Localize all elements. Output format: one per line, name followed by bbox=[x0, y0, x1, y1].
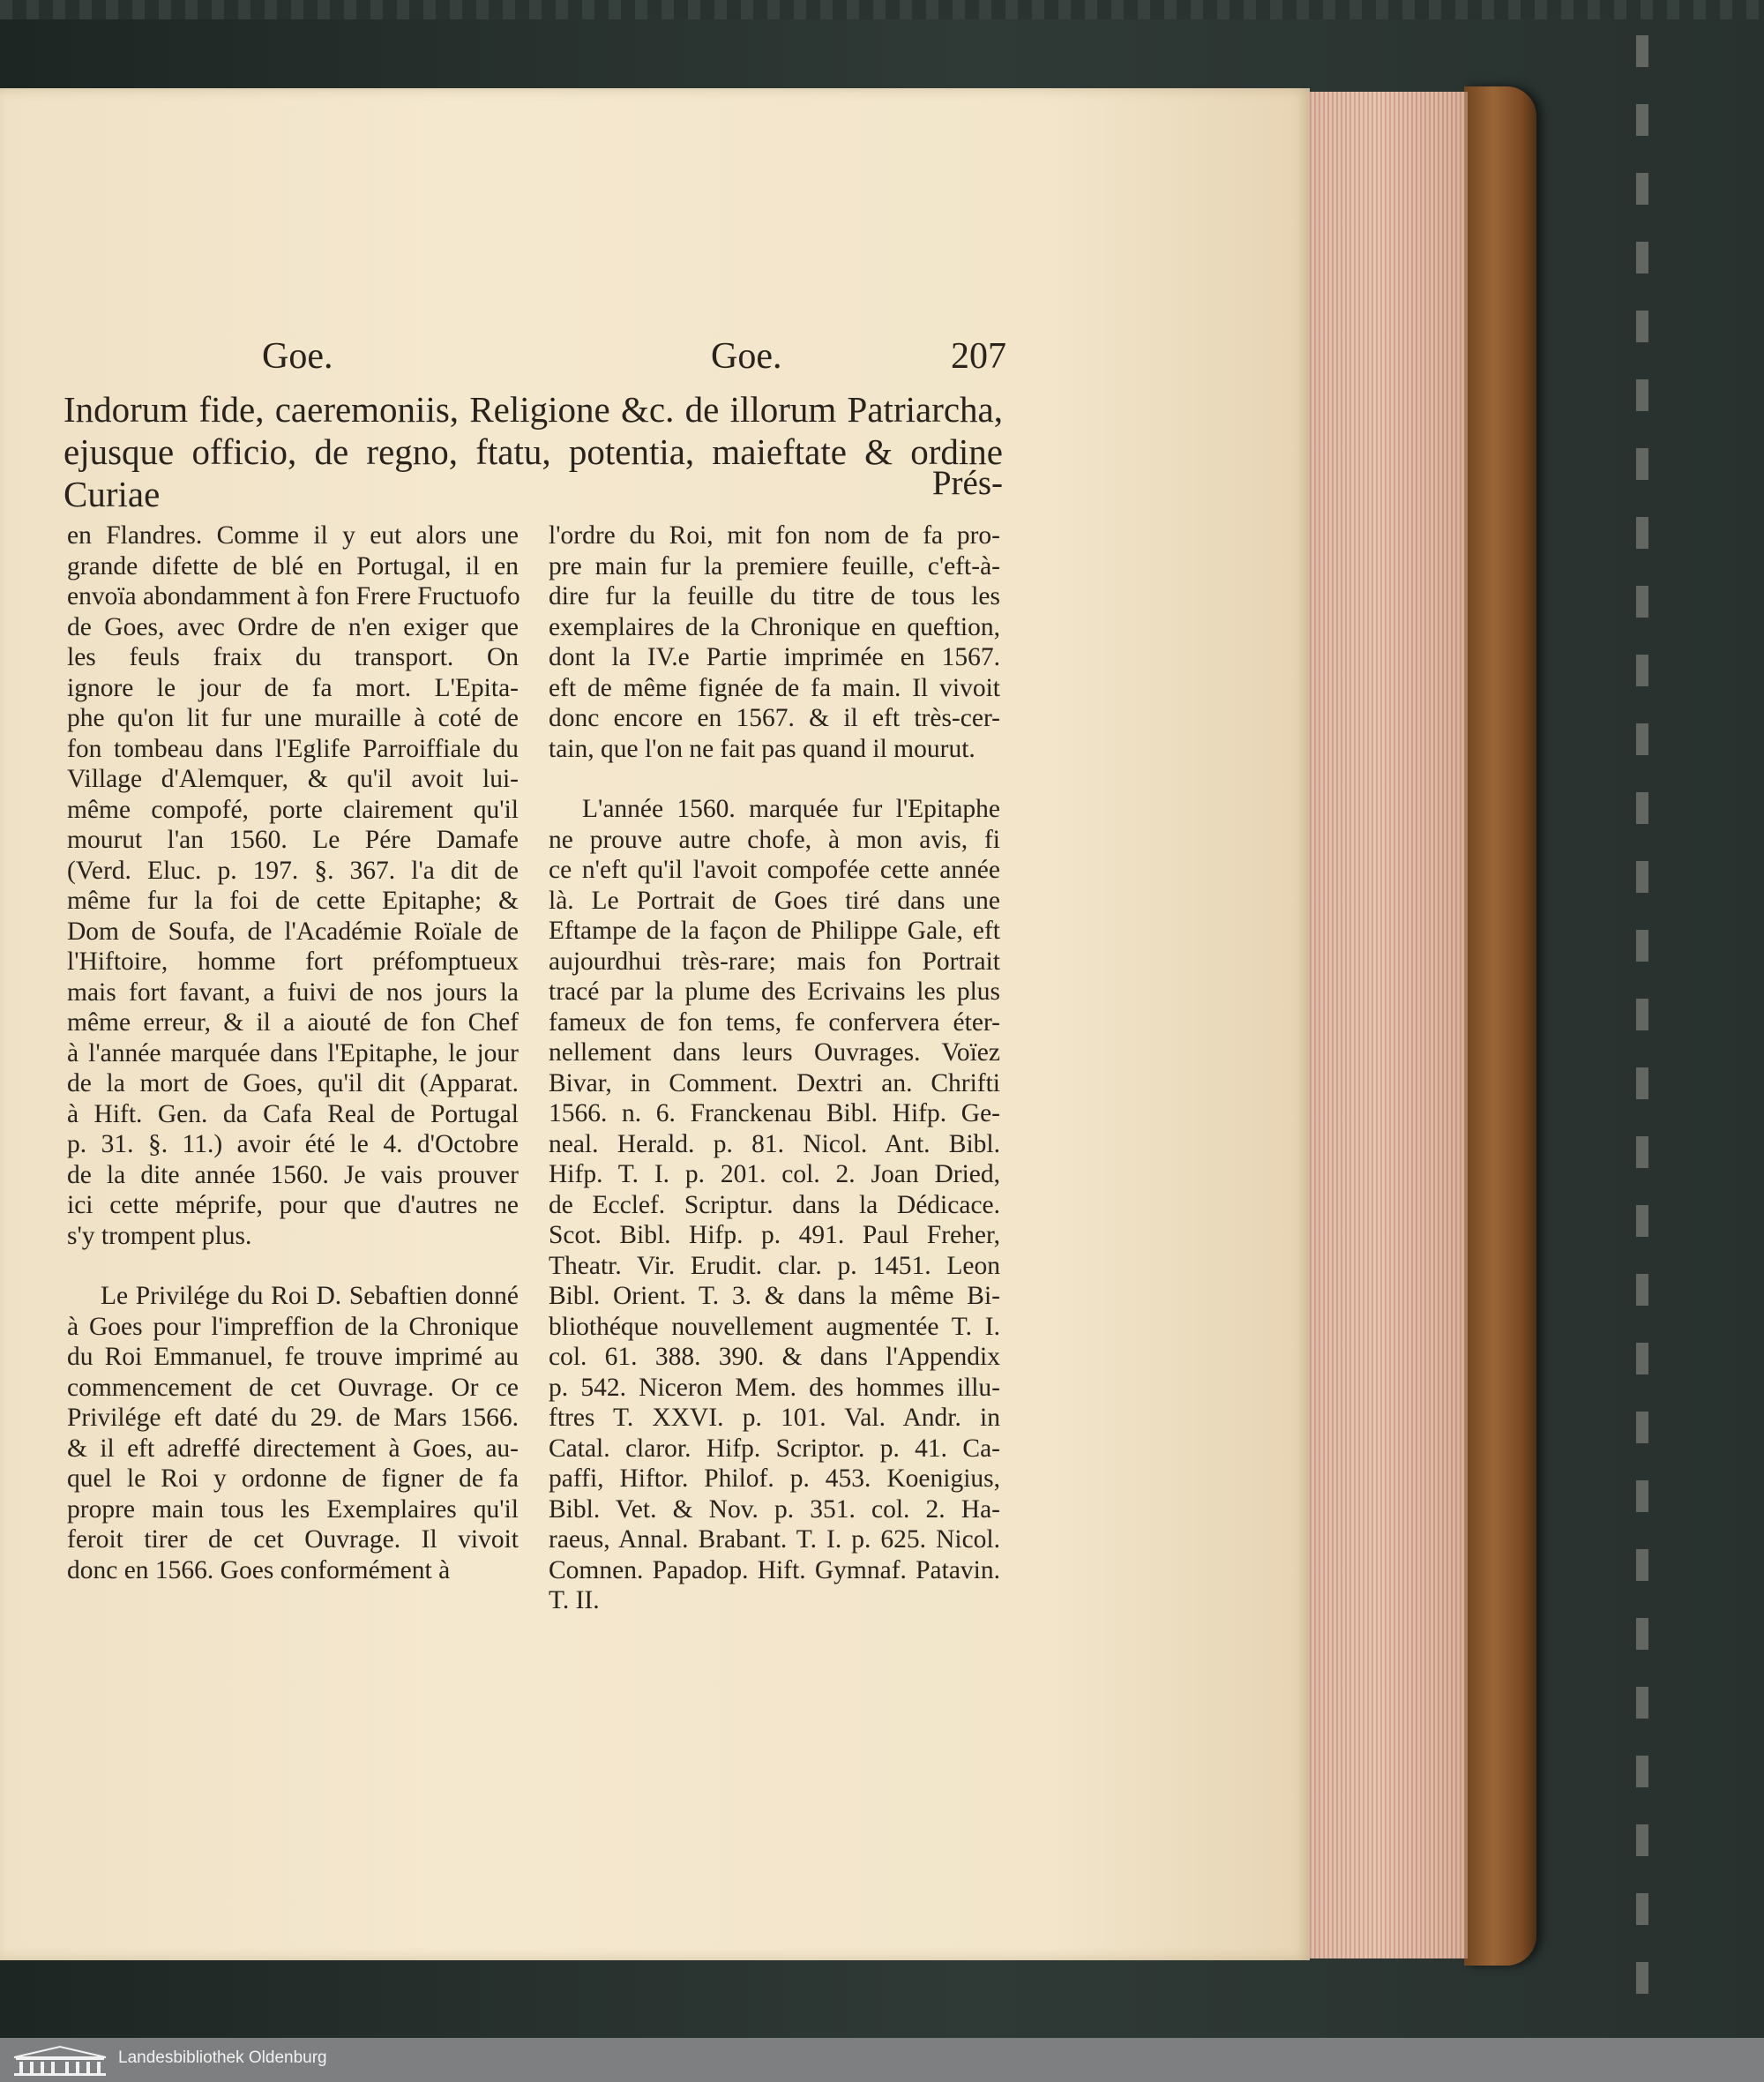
text-line: nellement dans leurs Ouvrages. Voïez bbox=[549, 1038, 1000, 1067]
library-name: Landesbibliothek Oldenburg bbox=[118, 2048, 327, 2067]
text-line: L'année 1560. marquée fur l'Epitaphe bbox=[582, 795, 1000, 823]
text-line: Hifp. T. I. p. 201. col. 2. Joan Dried, bbox=[549, 1160, 1000, 1188]
top-color-strip bbox=[0, 0, 1764, 19]
text-line: de la mort de Goes, qu'il dit (Apparat. bbox=[67, 1069, 519, 1097]
text-line: Village d'Alemquer, & qu'il avoit lui- bbox=[67, 765, 519, 793]
paragraph-gap bbox=[549, 764, 1000, 794]
running-head-center: Goe. bbox=[711, 336, 782, 377]
text-line: même fur la foi de cette Epitaphe; & bbox=[67, 887, 519, 915]
text-line: tracé par la plume des Ecrivains les plus bbox=[549, 977, 1000, 1006]
paragraph bbox=[67, 1281, 519, 1585]
text-line: du Roi Emmanuel, fe trouve imprimé au bbox=[67, 1343, 519, 1371]
text-line: bliothéque nouvellement augmentée T. I. bbox=[549, 1312, 1000, 1341]
text-line: mais fort favant, a fuivi de nos jours la bbox=[67, 977, 519, 1007]
book-page bbox=[0, 88, 1310, 1960]
text-line: donc encore en 1567. & il eft très-cer- bbox=[549, 704, 1000, 732]
text-line: Comnen. Papadop. Hift. Gymnaf. Patavin. bbox=[549, 1555, 1000, 1584]
left-column bbox=[67, 520, 519, 1585]
running-head-left: Goe. bbox=[262, 336, 333, 377]
text-line: Le Privilége du Roi D. Sebaftien donné bbox=[101, 1282, 519, 1310]
text-line: tain, que l'on ne fait pas quand il mourut. bbox=[549, 734, 975, 763]
paragraph bbox=[549, 520, 1000, 764]
text-line: l'ordre du Roi, mit fon nom de fa pro- bbox=[549, 521, 1000, 550]
text-line: exemplaires de la Chronique en queftion, bbox=[549, 612, 1000, 641]
text-line: raeus, Annal. Brabant. T. I. p. 625. Nicol. bbox=[549, 1525, 1000, 1554]
text-line: dire fur la feuille du titre de tous les bbox=[549, 582, 1000, 610]
text-line: 1566. n. 6. Franckenau Bibl. Hifp. Ge- bbox=[549, 1099, 1000, 1127]
text-line: eft de même fignée de fa main. Il vivoit bbox=[549, 673, 1000, 702]
text-line: Scot. Bibl. Hifp. p. 491. Paul Freher, bbox=[549, 1221, 1000, 1249]
text-line: à Hift. Gen. da Cafa Real de Portugal bbox=[67, 1099, 519, 1128]
text-line: là. Le Portrait de Goes tiré dans une bbox=[549, 886, 1000, 915]
text-line: aujourdhui très-rare; mais fon Portrait bbox=[549, 947, 1000, 976]
text-line: fon tombeau dans l'Eglife Parroiffiale du bbox=[67, 734, 519, 763]
text-line: Bibl. Vet. & Nov. p. 351. col. 2. Ha- bbox=[549, 1494, 1000, 1524]
text-line: ici cette méprife, pour que d'autres ne bbox=[67, 1191, 519, 1219]
catchword: Prés- bbox=[931, 464, 1003, 502]
text-line: les feuls fraix du transport. On bbox=[67, 643, 519, 671]
title-line: ejusque officio, de regno, ftatu, potentia, maieftate & ordine Curiae bbox=[64, 431, 1003, 514]
paragraph bbox=[549, 794, 1000, 1616]
text-line: quel le Roi y ordonne de figner de fa bbox=[67, 1464, 519, 1493]
title-continuation bbox=[64, 388, 1003, 515]
paragraph-gap bbox=[67, 1251, 519, 1281]
text-line: donc en 1566. Goes conformément à bbox=[67, 1555, 451, 1584]
text-line: p. 31. §. 11.) avoir été le 4. d'Octobre bbox=[67, 1130, 519, 1158]
text-line: ne prouve autre chofe, à mon avis, fi bbox=[549, 825, 1000, 854]
text-line: ftres T. XXVI. p. 101. Val. Andr. in bbox=[549, 1404, 1000, 1432]
text-line: p. 542. Niceron Mem. des hommes illu- bbox=[549, 1373, 1000, 1402]
text-line: Privilége eft daté du 29. de Mars 1566. bbox=[67, 1404, 519, 1432]
text-line: commencement de cet Ouvrage. Or ce bbox=[67, 1373, 519, 1402]
text-line: pre main fur la premiere feuille, c'eft-à- bbox=[549, 551, 1000, 580]
text-line: & il eft adreffé directement à Goes, au- bbox=[67, 1434, 519, 1463]
page-fore-edge bbox=[1305, 92, 1468, 1958]
text-line: col. 61. 388. 390. & dans l'Appendix bbox=[549, 1343, 1000, 1371]
text-line: T. II. bbox=[549, 1586, 600, 1614]
text-line: (Verd. Eluc. p. 197. §. 367. l'a dit de bbox=[67, 856, 519, 885]
text-line: en Flandres. Comme il y eut alors une bbox=[67, 521, 519, 550]
text-line: Eftampe de la façon de Philippe Gale, eft bbox=[549, 917, 1000, 945]
text-line: de Ecclef. Scriptur. dans la Dédicace. bbox=[549, 1190, 1000, 1219]
text-line: Catal. claror. Hifp. Scriptor. p. 41. Ca- bbox=[549, 1434, 1000, 1463]
text-line: feroit tirer de cet Ouvrage. Il vivoit bbox=[67, 1525, 519, 1554]
paragraph bbox=[67, 520, 519, 1251]
library-building-icon bbox=[11, 2045, 109, 2077]
text-line: ignore le jour de fa mort. L'Epita- bbox=[67, 673, 519, 702]
text-line: de la dite année 1560. Je vais prouver bbox=[67, 1160, 519, 1189]
book-cover-edge bbox=[1464, 86, 1536, 1966]
text-line: paffi, Hiftor. Philof. p. 453. Koenigius, bbox=[549, 1464, 1000, 1493]
text-line: à l'année marquée dans l'Epitaphe, le jour bbox=[67, 1038, 519, 1067]
library-footer bbox=[0, 2038, 1764, 2082]
text-line: s'y trompent plus. bbox=[67, 1221, 252, 1250]
text-line: ce n'eft qu'il l'avoit compofée cette année bbox=[549, 856, 1000, 884]
page-number: 207 bbox=[951, 336, 1006, 377]
right-column bbox=[549, 520, 1000, 1616]
text-line: Dom de Soufa, de l'Académie Roïale de bbox=[67, 917, 519, 946]
text-line: l'Hiftoire, homme fort préfomptueux bbox=[67, 947, 519, 976]
scale-ruler bbox=[1636, 35, 1648, 2020]
text-line: à Goes pour l'impreffion de la Chronique bbox=[67, 1312, 519, 1341]
title-line: Indorum fide, caeremoniis, Religione &c. de illorum Patriarcha, bbox=[64, 389, 1003, 430]
text-line: dont la IV.e Partie imprimée en 1567. bbox=[549, 643, 1000, 671]
text-line: mourut l'an 1560. Le Pére Damafe bbox=[67, 826, 519, 854]
text-line: envoïa abondamment à fon Frere Fructuofo bbox=[67, 582, 520, 610]
text-line: propre main tous les Exemplaires qu'il bbox=[67, 1494, 519, 1524]
text-line: neal. Herald. p. 81. Nicol. Ant. Bibl. bbox=[549, 1129, 1000, 1158]
text-line: même compofé, porte clairement qu'il bbox=[67, 795, 519, 824]
text-line: Bibl. Orient. T. 3. & dans la même Bi- bbox=[549, 1282, 1000, 1310]
text-line: grande difette de blé en Portugal, il en bbox=[67, 551, 519, 580]
text-line: même erreur, & il a aiouté de fon Chef bbox=[67, 1008, 519, 1037]
text-line: fameux de fon tems, fe confervera éter- bbox=[549, 1007, 1000, 1037]
text-line: phe qu'on lit fur une muraille à coté de bbox=[67, 704, 519, 732]
text-line: Bivar, in Comment. Dextri an. Chrifti bbox=[549, 1068, 1000, 1097]
text-line: de Goes, avec Ordre de n'en exiger que bbox=[67, 612, 519, 641]
text-line: Theatr. Vir. Erudit. clar. p. 1451. Leon bbox=[549, 1251, 1000, 1280]
